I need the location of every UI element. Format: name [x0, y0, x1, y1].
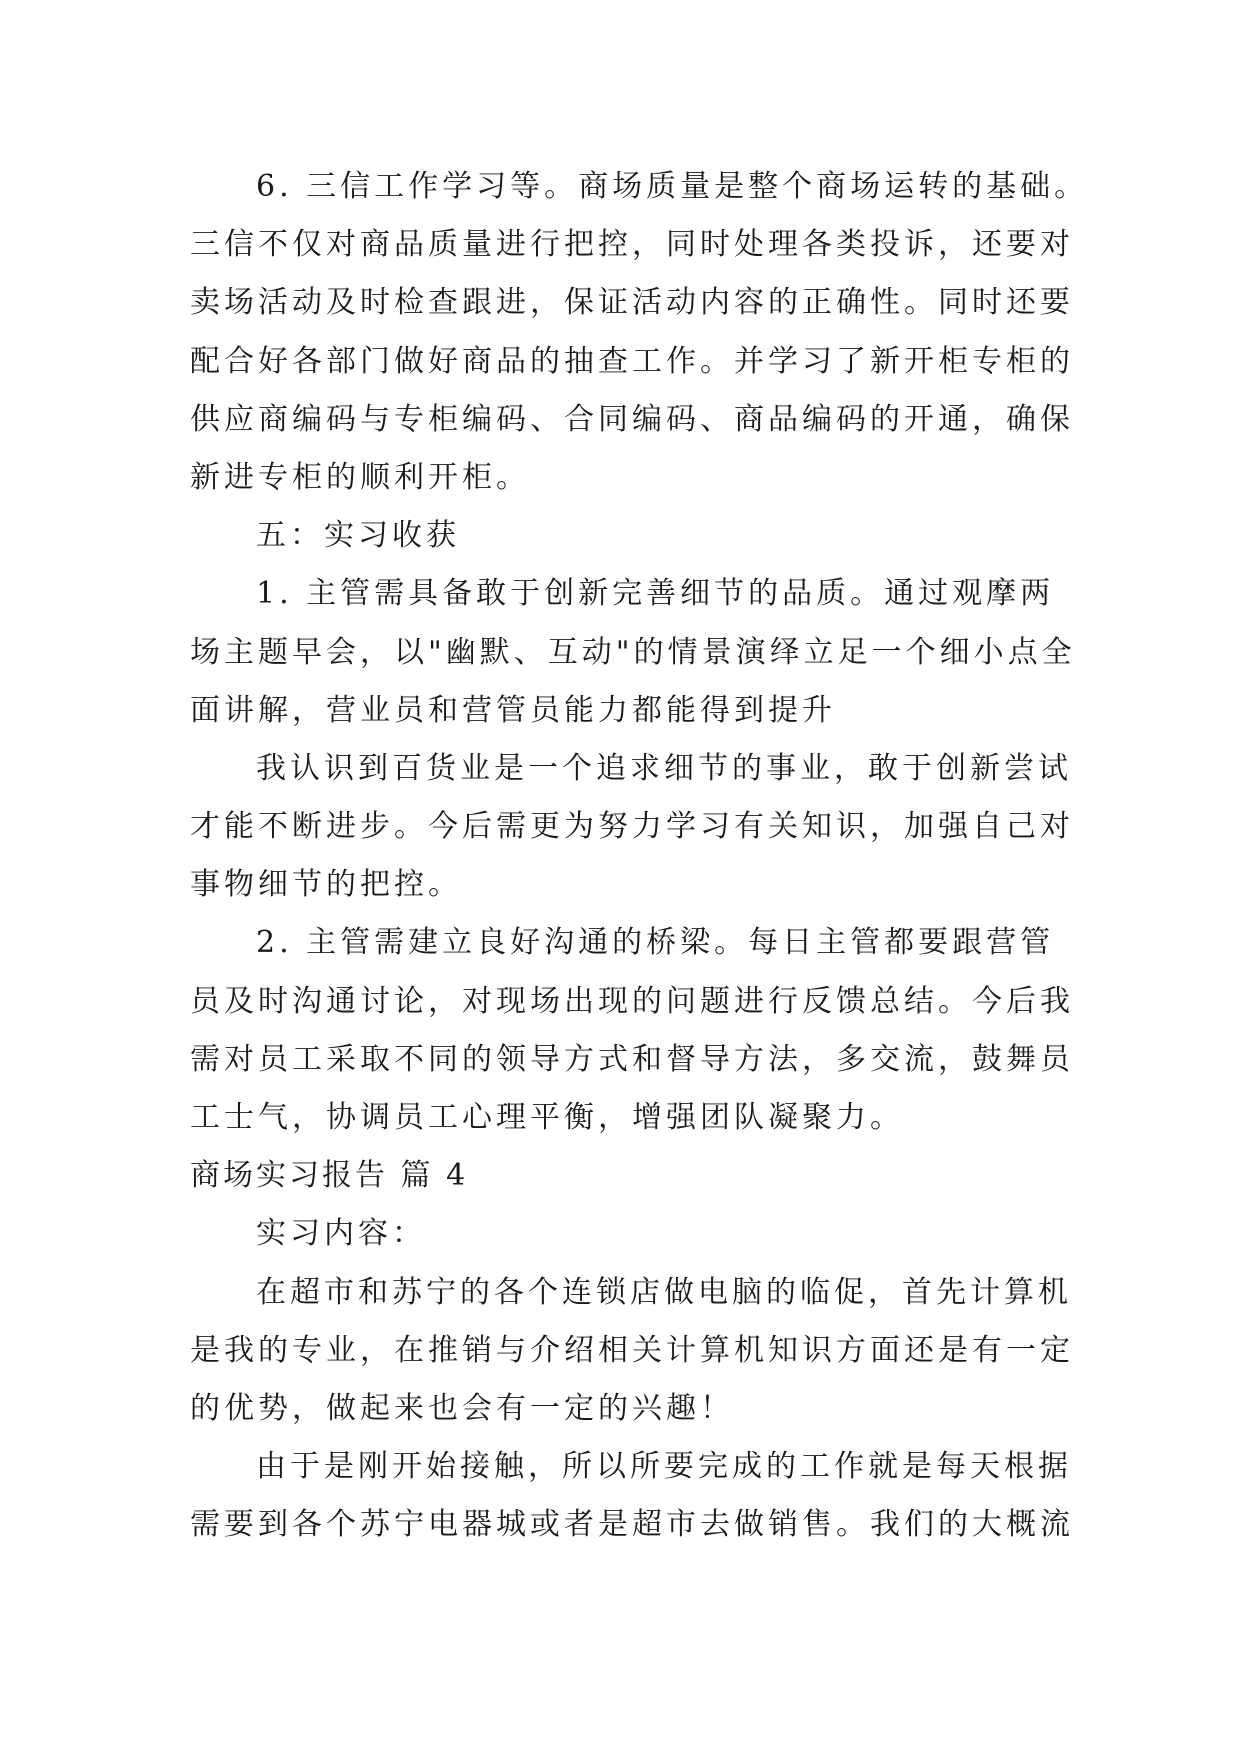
article-title: 商场实习报告 篇 4	[190, 1158, 469, 1194]
paragraph-line: 三信不仅对商品质量进行把控，同时处理各类投诉，还要对	[190, 227, 1074, 263]
paragraph-line: 1. 主管需具备敢于创新完善细节的品质。通过观摩两	[256, 576, 1055, 612]
paragraph-line: 卖场活动及时检查跟进，保证活动内容的正确性。同时还要	[190, 285, 1074, 321]
paragraph-line: 面讲解，营业员和营管员能力都能得到提升	[190, 692, 836, 728]
paragraph-line: 我认识到百货业是一个追求细节的事业，敢于创新尝试	[256, 750, 1072, 786]
paragraph-line: 配合好各部门做好商品的抽查工作。并学习了新开柜专柜的	[190, 343, 1074, 379]
paragraph-line: 6. 三信工作学习等。商场质量是整个商场运转的基础。	[256, 169, 1089, 204]
paragraph-line: 才能不断进步。今后需更为努力学习有关知识，加强自己对	[190, 809, 1074, 845]
document-page	[190, 158, 1089, 1555]
paragraph-line: 在超市和苏宁的各个连锁店做电脑的临促，首先计算机	[256, 1274, 1072, 1310]
paragraph-line: 场主题早会，以"幽默、互动"的情景演绎立足一个细小点全	[190, 634, 1076, 670]
paragraph-line: 需对员工采取不同的领导方式和督导方法，多交流，鼓舞员	[190, 1041, 1074, 1077]
paragraph-line: 员及时沟通讨论，对现场出现的问题进行反馈总结。今后我	[190, 983, 1074, 1019]
paragraph-line: 的优势，做起来也会有一定的兴趣！	[190, 1390, 734, 1426]
paragraph-line: 工士气，协调员工心理平衡，增强团队凝聚力。	[190, 1100, 904, 1135]
paragraph-line: 新进专柜的顺利开柜。	[190, 459, 530, 495]
paragraph-line: 需要到各个苏宁电器城或者是超市去做销售。我们的大概流	[190, 1507, 1074, 1543]
paragraph-line: 事物细节的把控。	[190, 867, 462, 903]
paragraph-line: 由于是刚开始接触，所以所要完成的工作就是每天根据	[256, 1449, 1072, 1485]
paragraph-line: 2. 主管需建立良好沟通的桥梁。每日主管都要跟营管	[256, 925, 1055, 961]
section-heading: 实习内容：	[256, 1216, 426, 1252]
paragraph-line: 供应商编码与专柜编码、合同编码、商品编码的开通，确保	[190, 401, 1074, 437]
section-heading: 五：实习收获	[256, 518, 460, 554]
paragraph-line: 是我的专业，在推销与介绍相关计算机知识方面还是有一定	[190, 1332, 1074, 1368]
